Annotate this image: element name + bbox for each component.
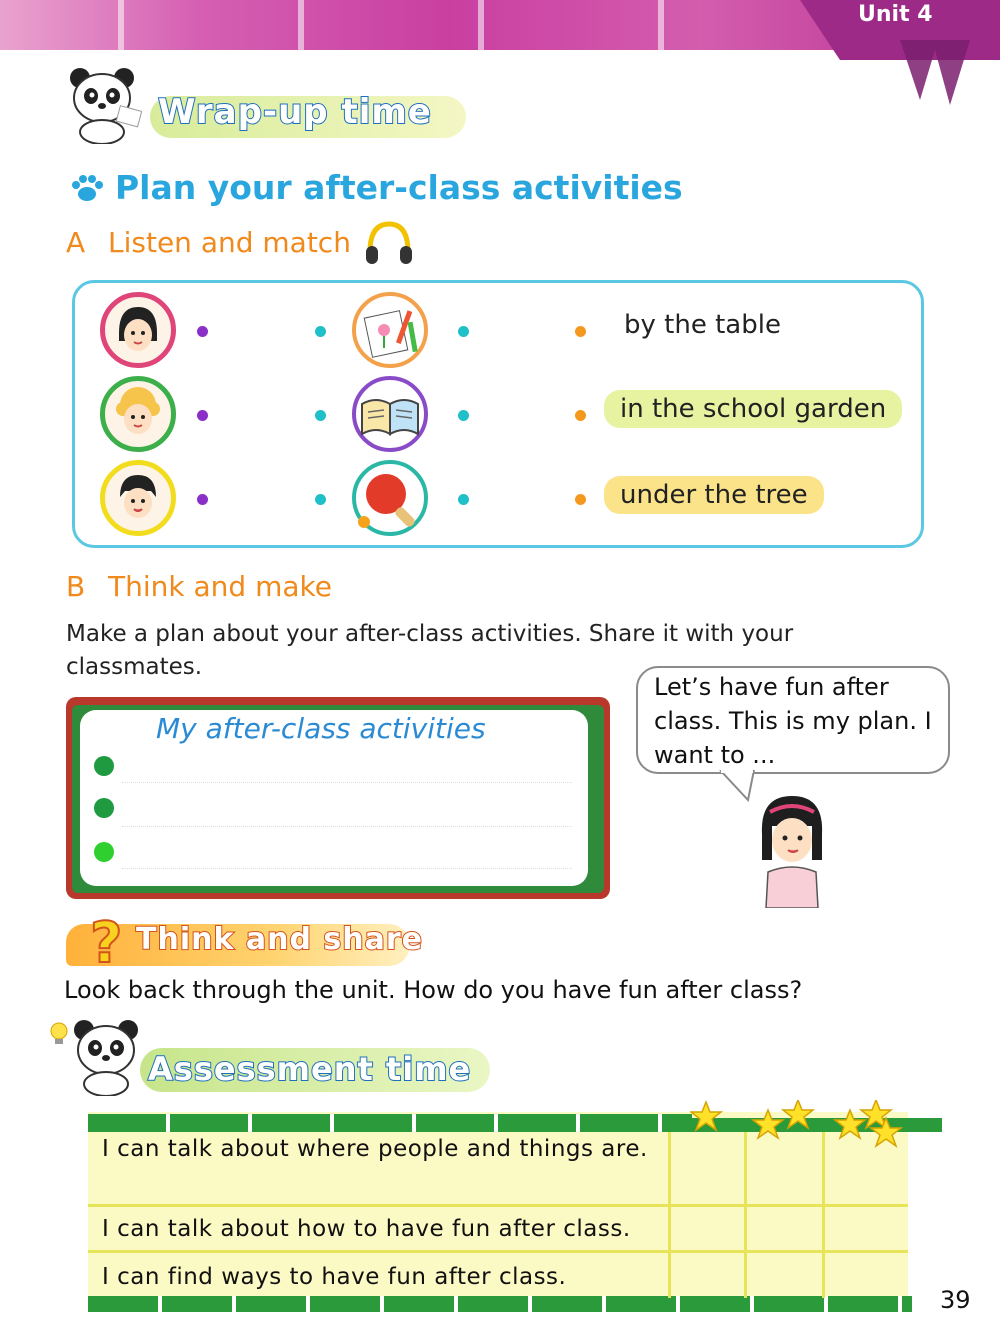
headphones-icon bbox=[362, 218, 416, 268]
rating-cell[interactable] bbox=[826, 1134, 906, 1202]
plan-board-title: My after-class activities bbox=[156, 712, 486, 745]
grass-border bbox=[88, 1296, 912, 1312]
section-b-instruction: Make a plan about your after-class activities. Share it with your classmates. bbox=[66, 621, 794, 680]
boy-face-icon bbox=[100, 460, 176, 536]
assessment-row: I can talk about where people and things are. bbox=[102, 1136, 648, 1162]
think-share-question: Look back through the unit. How do you have fun after class? bbox=[64, 976, 803, 1004]
question-mark-icon bbox=[86, 912, 130, 970]
star-icon bbox=[783, 1100, 813, 1128]
match-dot[interactable] bbox=[197, 410, 208, 421]
writing-line[interactable] bbox=[122, 868, 572, 869]
tennis-ball-icon bbox=[94, 842, 114, 862]
tennis-ball-icon bbox=[94, 756, 114, 776]
paw-icon bbox=[70, 175, 104, 203]
section-b-letter: B bbox=[66, 570, 86, 603]
ping-pong-paddle-icon bbox=[352, 460, 428, 536]
drawing-picture-icon bbox=[352, 292, 428, 368]
match-dot[interactable] bbox=[575, 326, 586, 337]
unit-label: Unit 4 bbox=[858, 2, 933, 27]
match-dot[interactable] bbox=[197, 494, 208, 505]
panda-icon bbox=[62, 64, 142, 144]
assessment-title: Assessment time bbox=[148, 1050, 472, 1088]
wrap-up-title: Wrap-up time bbox=[158, 92, 432, 132]
place-phrase: in the school garden bbox=[604, 390, 902, 428]
girl-character-icon bbox=[750, 790, 834, 908]
svg-text:?: ? bbox=[90, 912, 123, 970]
girl-face-icon bbox=[100, 292, 176, 368]
open-book-icon bbox=[352, 376, 428, 452]
think-share-title: Think and share bbox=[136, 922, 423, 957]
section-b-title: Think and make bbox=[108, 570, 332, 603]
match-dot[interactable] bbox=[458, 326, 469, 337]
rating-cell[interactable] bbox=[748, 1134, 820, 1202]
leaf-decoration-icon bbox=[880, 40, 990, 110]
match-dot[interactable] bbox=[197, 326, 208, 337]
panda-icon bbox=[66, 1016, 146, 1096]
section-a-letter: A bbox=[66, 226, 86, 259]
grass-border bbox=[88, 1114, 692, 1132]
table-divider bbox=[88, 1250, 908, 1253]
match-dot[interactable] bbox=[575, 494, 586, 505]
star-icon bbox=[691, 1102, 721, 1130]
match-dot[interactable] bbox=[315, 494, 326, 505]
table-divider bbox=[822, 1132, 825, 1298]
rating-cell[interactable] bbox=[672, 1134, 742, 1202]
match-dot[interactable] bbox=[458, 494, 469, 505]
section-a-title: Listen and match bbox=[108, 226, 351, 259]
match-dot[interactable] bbox=[315, 326, 326, 337]
assessment-row: I can find ways to have fun after class. bbox=[102, 1264, 567, 1290]
place-phrase: under the tree bbox=[604, 476, 824, 514]
writing-line[interactable] bbox=[122, 826, 572, 827]
page-number: 39 bbox=[940, 1286, 971, 1314]
match-dot[interactable] bbox=[458, 410, 469, 421]
match-dot[interactable] bbox=[315, 410, 326, 421]
table-divider bbox=[88, 1204, 908, 1207]
speech-text: Let’s have fun after class. This is my plan. I want to ... bbox=[654, 673, 932, 769]
writing-line[interactable] bbox=[122, 782, 572, 783]
assessment-row: I can talk about how to have fun after class. bbox=[102, 1216, 631, 1242]
plan-heading: Plan your after-class activities bbox=[115, 168, 683, 207]
table-divider bbox=[744, 1132, 747, 1298]
curly-boy-face-icon bbox=[100, 376, 176, 452]
match-dot[interactable] bbox=[575, 410, 586, 421]
place-phrase: by the table bbox=[624, 310, 781, 340]
tennis-ball-icon bbox=[94, 798, 114, 818]
